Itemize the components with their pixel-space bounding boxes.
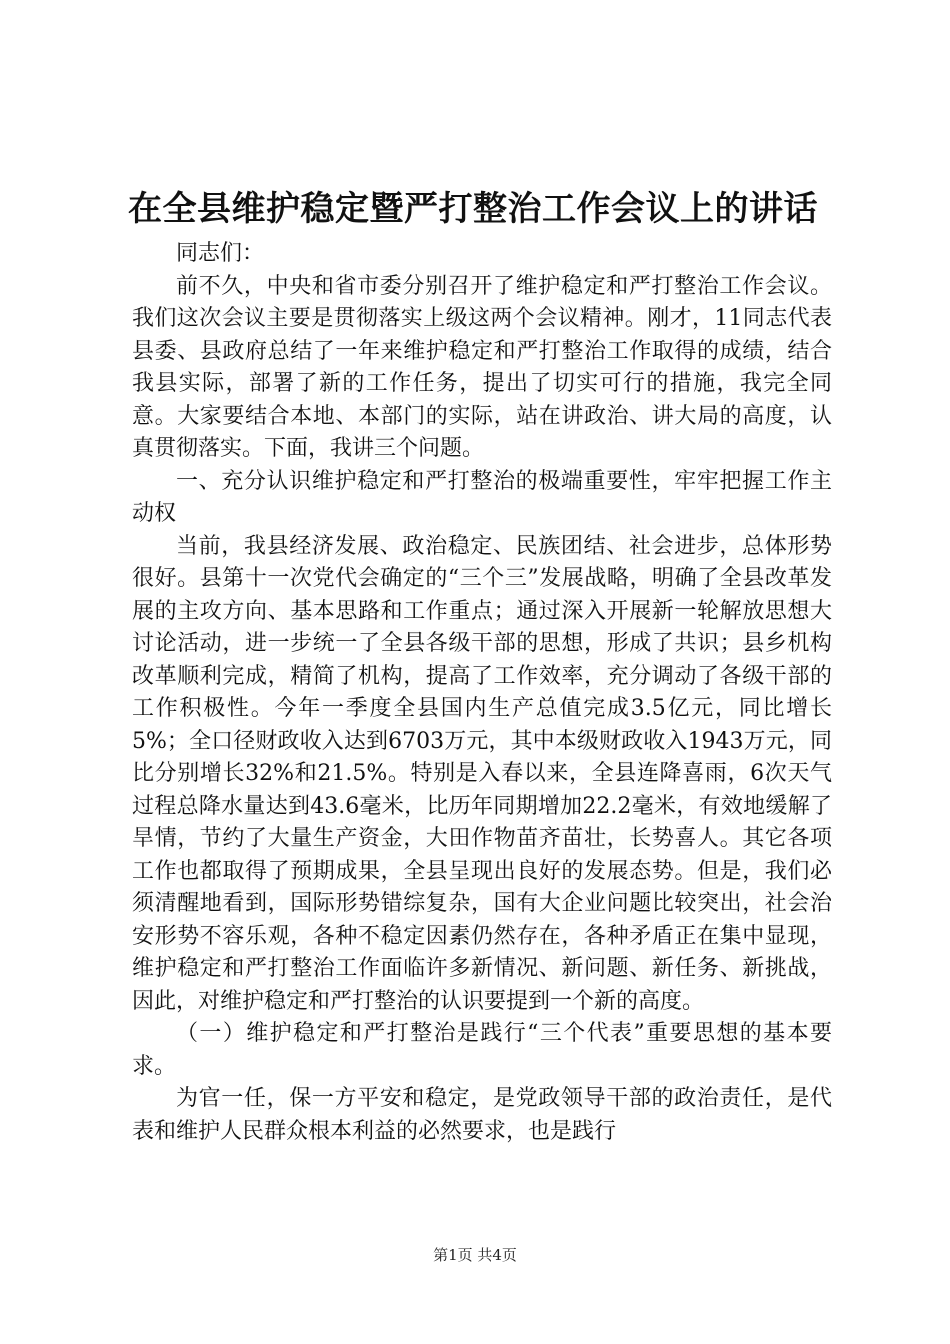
document-title: 在全县维护稳定暨严打整治工作会议上的讲话	[128, 189, 818, 229]
situation-paragraph: 当前，我县经济发展、政治稳定、民族团结、社会进步，总体形势很好。县第十一次党代会确定的“三个三”发展战略，明确了全县改革发展的主攻方向、基本思路和工作重点；通过深入开展新一轮解放思想大讨论活动，进一步统一了全县各级干部的思想，形成了共识；县乡机构改革顺利完成，精简了机构，提高了工作效率，充分调动了各级干部的工作积极性。今年一季度全县国内生产总值完成3.5亿元，同比增长5%；全口径财政收入达到6703万元，其中本级财政收入1943万元，同比分别增长32%和21.5%。特别是入春以来，全县连降喜雨，6次天气过程总降水量达到43.6毫米，比历年同期增加22.2毫米，有效地缓解了旱情，节约了大量生产资金，大田作物苗齐苗壮，长势喜人。其它各项工作也都取得了预期成果，全县呈现出良好的发展态势。但是，我们必须清醒地看到，国际形势错综复杂，国有大企业问题比较突出，社会治安形势不容乐观，各种不稳定因素仍然存在，各种矛盾正在集中显现，维护稳定和严打整治工作面临许多新情况、新问题、新任务、新挑战，因此，对维护稳定和严打整治的认识要提到一个新的高度。	[132, 533, 832, 1014]
document-body	[132, 238, 832, 1148]
subsection-heading-1: （一）维护稳定和严打整治是践行“三个代表”重要思想的基本要求。	[132, 1021, 832, 1079]
responsibility-paragraph: 为官一任，保一方平安和稳定，是党政领导干部的政治责任，是代表和维护人民群众根本利益的必然要求，也是践行	[132, 1086, 832, 1144]
section-heading-1: 一、充分认识维护稳定和严打整治的极端重要性，牢牢把握工作主动权	[132, 468, 832, 526]
salutation-paragraph: 同志们：	[176, 241, 265, 266]
intro-paragraph: 前不久，中央和省市委分别召开了维护稳定和严打整治工作会议。我们这次会议主要是贯彻落实上级这两个会议精神。刚才，11同志代表县委、县政府总结了一年来维护稳定和严打整治工作取得的成绩，结合我县实际，部署了新的工作任务，提出了切实可行的措施，我完全同意。大家要结合本地、本部门的实际，站在讲政治、讲大局的高度，认真贯彻落实。下面，我讲三个问题。	[132, 273, 832, 461]
page-footer: 第1页 共4页	[433, 1246, 517, 1264]
